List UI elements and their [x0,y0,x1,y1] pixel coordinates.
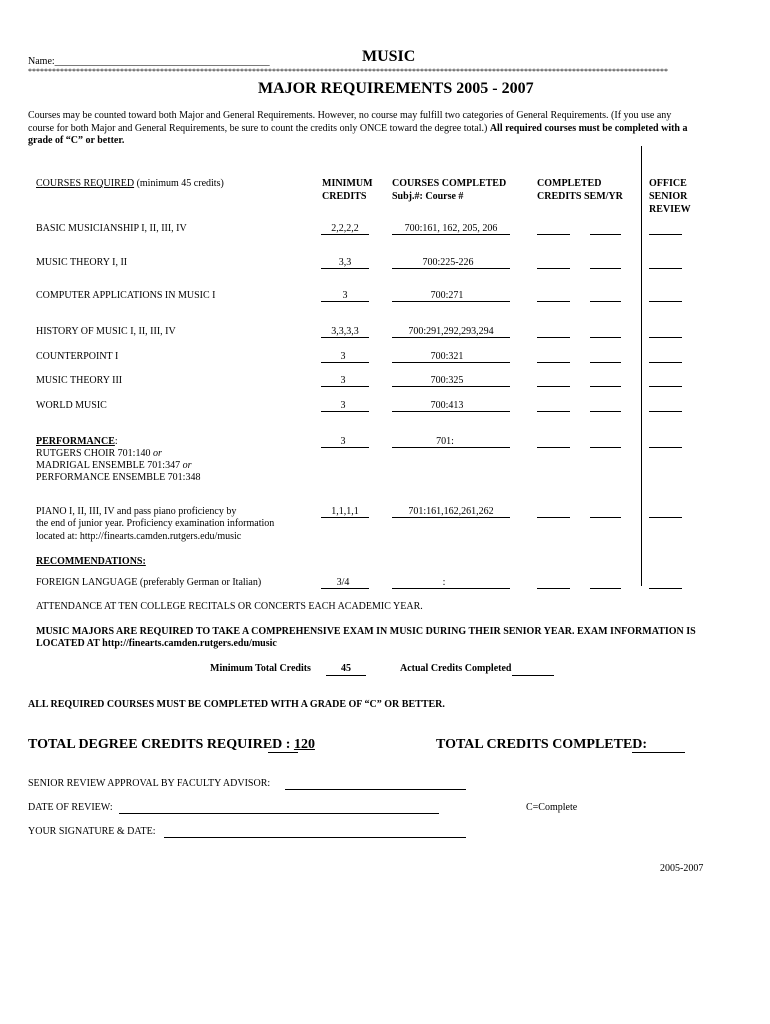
complete-legend: C=Complete [526,802,578,813]
completed-credits-blank[interactable] [537,517,570,518]
intro-line-3: grade of “C” or better. [28,135,125,146]
name-label: Name:___________________________________________ [28,56,270,67]
semester-year-blank[interactable] [590,337,621,338]
credits-underline [321,268,369,269]
total-credits-completed-label: TOTAL CREDITS COMPLETED: [436,737,648,752]
credits-underline [321,588,369,589]
office-review-header: OFFICE SENIOR REVIEW [649,178,691,215]
semester-year-blank[interactable] [590,386,621,387]
semester-year-blank[interactable] [590,517,621,518]
course-code: 700:225-226 [422,257,474,268]
attendance-note: ATTENDANCE AT TEN COLLEGE RECITALS OR CONCERTS EACH ACADEMIC YEAR. [36,601,423,612]
course-name: HISTORY OF MUSIC I, II, III, IV [36,326,176,337]
course-name: MUSIC THEORY III [36,375,123,386]
office-review-blank[interactable] [649,411,682,412]
completed-credits-blank[interactable] [537,337,570,338]
exam-note-line-1: MUSIC MAJORS ARE REQUIRED TO TAKE A COMPREHENSIVE EXAM IN MUSIC DURING THEIR SENIOR YEAR. EXAM INFORMATION IS [36,626,696,637]
office-review-blank[interactable] [649,268,682,269]
office-review-blank[interactable] [649,386,682,387]
course-code-underline [392,588,510,589]
credits-underline [321,517,369,518]
office-review-blank[interactable] [649,234,682,235]
piano-line-2: the end of junior year. Proficiency examination information [36,518,275,529]
course-credits: 3 [340,351,346,362]
credits-underline [321,301,369,302]
course-code-underline [392,337,510,338]
credits-underline [321,447,369,448]
min-total-underline [326,675,366,676]
course-code-underline [392,411,510,412]
courses-completed-header: COURSES COMPLETED Subj.#: Course # [392,178,507,202]
completed-credits-blank[interactable] [537,301,570,302]
credits-underline [321,234,369,235]
senior-review-label: SENIOR REVIEW APPROVAL BY FACULTY ADVISOR: [28,778,271,789]
footer-years: 2005-2007 [660,863,704,874]
credits-underline [321,411,369,412]
semester-year-blank[interactable] [590,447,621,448]
completed-credits-blank[interactable] [537,447,570,448]
course-credits: 3 [340,400,346,411]
intro-line-2: course for both Major and General Requirements, be sure to count the credits only ONCE toward the degree total.) All required courses must be completed with a [28,123,688,134]
credits-underline [321,337,369,338]
course-name: COUNTERPOINT I [36,351,119,362]
min-total-label: Minimum Total Credits [210,663,311,674]
semester-year-blank[interactable] [590,362,621,363]
piano-line-3: located at: http://finearts.camden.rutgers.edu/music [36,531,242,542]
piano-code: 701:161,162,261,262 [408,506,494,517]
course-code: 700:321 [430,351,464,362]
performance-code: 701: [436,436,454,447]
foreign-language-code: : [442,577,446,588]
completed-credits-blank[interactable] [537,386,570,387]
office-review-blank[interactable] [649,362,682,363]
semester-year-blank[interactable] [590,301,621,302]
course-credits: 3 [342,290,348,301]
date-review-blank[interactable] [119,813,439,814]
department-title: MUSIC [362,48,416,65]
actual-credits-label: Actual Credits Completed [400,663,512,674]
foreign-language-row: FOREIGN LANGUAGE (preferably German or Italian) [36,577,262,588]
total-degree-credits: TOTAL DEGREE CREDITS REQUIRED : 120 [28,737,315,752]
completed-credits-blank[interactable] [537,362,570,363]
course-code-underline [392,301,510,302]
course-code-underline [392,234,510,235]
office-review-blank[interactable] [649,517,682,518]
course-code: 700:161, 162, 205, 206 [404,223,498,234]
min-total-value: 45 [341,663,351,674]
course-credits: 3 [340,375,346,386]
completed-credits-blank[interactable] [537,588,570,589]
course-credits: 3,3,3,3 [331,326,359,337]
course-code-underline [392,447,510,448]
office-review-blank[interactable] [649,447,682,448]
course-code: 700:413 [430,400,464,411]
credits-underline [321,386,369,387]
column-divider [641,146,642,586]
date-review-label: DATE OF REVIEW: [28,802,113,813]
office-review-blank[interactable] [649,301,682,302]
performance-option-ensemble: PERFORMANCE ENSEMBLE 701:348 [36,472,201,483]
name-blank[interactable]: ___________________________________________ [54,56,270,67]
course-code-underline [392,386,510,387]
course-name: BASIC MUSICIANSHIP I, II, III, IV [36,223,187,234]
course-name: WORLD MUSIC [36,400,107,411]
page-title: MAJOR REQUIREMENTS 2005 - 2007 [258,80,534,97]
course-code: 700:291,292,293,294 [408,326,494,337]
completed-credits-header: COMPLETED CREDITS SEM/YR [537,178,623,202]
course-code: 700:325 [430,375,464,386]
senior-review-blank[interactable] [285,789,466,790]
course-credits: 2,2,2,2 [331,223,359,234]
semester-year-blank[interactable] [590,411,621,412]
performance-credits: 3 [340,436,346,447]
piano-line-1: PIANO I, II, III, IV and pass piano proficiency by [36,506,237,517]
signature-label: YOUR SIGNATURE & DATE: [28,826,156,837]
grade-requirement-note: ALL REQUIRED COURSES MUST BE COMPLETED WITH A GRADE OF “C” OR BETTER. [28,699,445,710]
office-review-blank[interactable] [649,588,682,589]
signature-blank[interactable] [164,837,466,838]
actual-credits-blank[interactable] [512,675,554,676]
piano-credits: 1,1,1,1 [331,506,359,517]
performance-option-choir: RUTGERS CHOIR 701:140 or [36,448,162,459]
min-credits-header: MINIMUM CREDITS [322,178,373,202]
courses-required-header: COURSES REQUIRED (minimum 45 credits) [36,178,224,189]
course-code-underline [392,268,510,269]
semester-year-blank[interactable] [590,234,621,235]
course-credits: 3,3 [338,257,352,268]
course-name: MUSIC THEORY I, II [36,257,128,268]
office-review-blank[interactable] [649,337,682,338]
performance-heading: PERFORMANCE: [36,436,118,447]
semester-year-blank[interactable] [590,588,621,589]
recommendations-heading: RECOMMENDATIONS: [36,556,146,567]
foreign-language-credits: 3/4 [336,577,350,588]
course-code-underline [392,362,510,363]
total-degree-underline [268,752,298,753]
exam-note-line-2: LOCATED AT http://finearts.camden.rutgers.edu/music [36,638,277,649]
completed-credits-blank[interactable] [537,268,570,269]
course-name: COMPUTER APPLICATIONS IN MUSIC I [36,290,216,301]
completed-credits-blank[interactable] [537,234,570,235]
semester-year-blank[interactable] [590,268,621,269]
credits-underline [321,362,369,363]
intro-line-1: Courses may be counted toward both Major and General Requirements. However, no course may fulfill two categories of General Requirements. (If you use any [28,110,672,121]
course-code: 700:271 [430,290,464,301]
course-code-underline [392,517,510,518]
total-credits-completed-blank[interactable] [632,752,685,753]
star-divider: **************************************************************************************************************************************************************** [28,67,668,76]
completed-credits-blank[interactable] [537,411,570,412]
performance-option-madrigal: MADRIGAL ENSEMBLE 701:347 or [36,460,192,471]
